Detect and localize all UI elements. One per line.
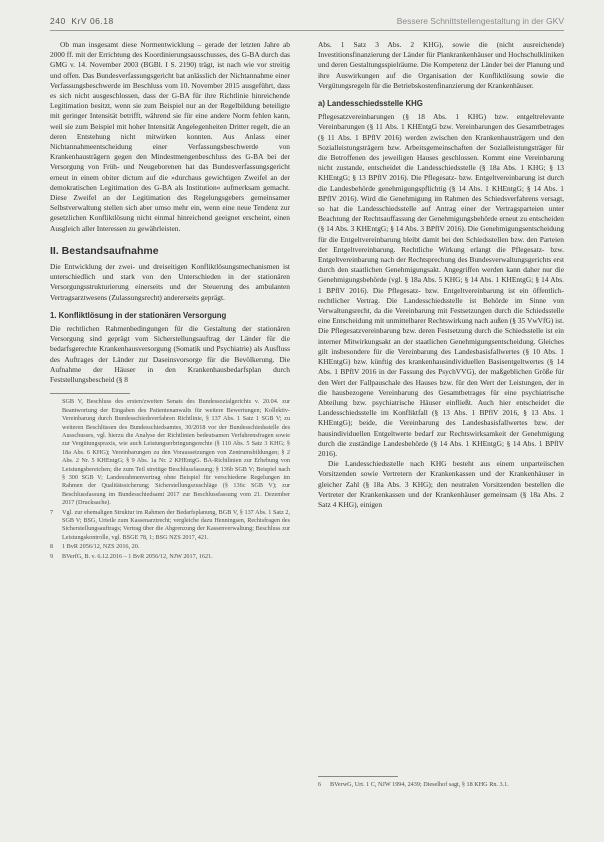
right-footnotes bbox=[318, 781, 564, 789]
footnote: 7 Vgl. zur ehemaligen Struktur im Rahmen der Bedarfsplanung, BGB V, § 137 Abs. 1 Satz 2, SGB V; BSG, Urteile zum Kassenarztrecht; vergleiche dazu Henningsen, Rechtsfragen des Sicherstellungsauftrags; Vertrag über die Abgrenzung der Kassenverwaltung; Beschluss zur Leistungskontrolle, vgl. BSGE 78, 1; BSG NZS 2017, 421. bbox=[50, 508, 290, 541]
left-footnotes bbox=[50, 398, 290, 561]
page-number: 240 bbox=[50, 16, 66, 26]
right-column bbox=[318, 40, 564, 510]
page-header bbox=[50, 16, 564, 30]
subsection-heading: 1. Konfliktlösung in der stationären Versorgung bbox=[50, 310, 227, 320]
left-intro-paragraph: Ob man insgesamt diese Normentwicklung – gerade der letzten Jahre ab 2000 ff. mit der Errichtung des Koordinierungsausschusses, des G-BA durch das GMG v. 14. November 2003 (BGBl. I S. 2190) trägt, ist nach wie vor streitig und offen. Das Bundesverfassungsgericht hat anlässlich der Nichtannahme einer Verfassungsbeschwerde im Beschluss vom 10. November 2015 ausgeführt, dass es sich nicht ausgeschlossen, dass der G-BA für ihre Richtlinie hinreichende Legitimation besitzt, wenn sie zum Beispiel nur an der Regelbildung beteiligte mit geringer Intensität betrifft, während sie für eine andere Norm fehlen kann, weil sie zum Beispiel mit hoher Intensität Angelegenheiten Dritter regelt, die an deren Entstehung nicht mitwirken konnten. Aus Anlass einer Nichtannahmeentscheidung einer Verfassungsbeschwerde von Krankenhausträgern gegen den Mindestmengenbeschluss des G-BA bei der Versorgung von Früh- und Neugeborenen hat das Bundesverfassungsgericht erneut in einem obiter dictum auf die »durchaus gewichtigen Zweifel an der demokratischen Legitimation des G-BA als Institution« aufmerksam gemacht. Diese Zweifel an der Legitimation des Regelungsgebers gemeinsamer Selbstverwaltung stellen sich aber umso mehr ein, wenn eine neue Tendenz zur gesetzlichen Konfliktlösung nicht einmal hinreichend geeignet erscheint, einen Ausgleich aller Interessen zu gewährleisten. bbox=[50, 40, 290, 233]
subsection-paragraph: Die rechtlichen Rahmenbedingungen für die Gestaltung der stationären Versorgung sind geprägt vom Sicherstellungsauftrag der Länder für die bedarfsgerechte Krankenhausversorgung (Somatik und Psychiatrie) als Ausfluss des Auftrages der Länder zur Daseinsvorsorge für die Bevölkerung. Die Aufnahme der Häuser in den Krankenhausbedarfsplan durch Feststellungsbescheid (§ 8 bbox=[50, 324, 290, 385]
section-heading: II. Bestandsaufnahme bbox=[50, 244, 159, 257]
right-intro-paragraph: Abs. 1 Satz 3 Abs. 2 KHG), sowie die (nicht ausreichende) Investitionsfinanzierung der Länder für Plankrankenhäuser und Hochschulkliniken und deren Gestaltungsspielräume. Die Kompetenz der Länder bei der Planung und ihre Auswirkungen auf die Organisation der Konfliktlösung sowie die Vergütungsregeln für die Betriebskostenfinanzierung der Krankenhäuser. bbox=[318, 40, 564, 90]
right-paragraph-1: Pflegesatzvereinbarungen (§ 18 Abs. 1 KHG) bzw. entgeltrelevante Vereinbarungen (§ 11 Abs. 1 KHEntgG bzw. Vereinbarungen des Gesamtbetrages (§ 11 Abs. 1 BPflV 2016) werden zwischen den Krankenhausträgern und den Sozialleistungsträgern bzw. Arbeitsgemeinschaften der Sozialleistungsträger für die Betroffenen des jeweiligen Hauses geschlossen. Kommt eine Vereinbarung nicht zustande, entscheidet die Landesschiedsstelle (§ 18a Abs. 1 KHG; § 13 KHEntgG; § 13 BPflV 2016). Die Pflegesatz- bzw. Entgeltvereinbarung ist durch die Landesbehörde genehmigungspflichtig (§ 14 Abs. 1 KHEntgG; § 14 Abs. 1 BPflV 2016). Wird die Genehmigung im Rahmen des Schiedsverfahrens versagt, so hat die Landesschiedsstelle auf Antrag einer der Vertragsparteien unter Beachtung der Rechtsauffassung der Genehmigungsbehörde erneut zu entscheiden (§ 14 Abs. 3 KHEntgG; § 14 Abs. 3 BPflV 2016). Die Genehmigungsentscheidung für die Entgeltvereinbarung bleibt damit bei den Schiedsstellen bzw. den Parteien der Entgeltvereinbarung. Rechtliche Wirkung erlangt die Pflegesatz- bzw. Entgeltvereinbarung nach der Rechtsprechung des Bundesverwaltungsgerichts erst durch den staatlichen Genehmigungsakt. Angegriffen werden kann daher nur die Genehmigungsbehörde (vgl. § 18a Abs. 5 KHG; § 14 Abs. 1 KHEntgG; § 14 Abs. 1 BPflV 2016). Die Pflegesatz- bzw. Entgeltvereinbarung ist ein öffentlich-rechtlicher Vertrag. Die Landesschiedsstelle ist Behörde im Sinne von Verwaltungsrecht, da die Vereinbarung mit Festsetzungen durch die Schiedsstelle eine Entscheidung mit unmittelbarer Rechtswirkung nach außen (§ 35 VwVfG) ist. Die Pflegesatzvereinbarung bzw. deren Festsetzung durch die Schiedsstelle ist ein interner Mitwirkungsakt an der staatlichen Genehmigungsentscheidung. Gleiches gilt insbesondere für die Vereinbarung des Landesbasisfallwertes (§ 10 Abs. 1 KHEntgG) bzw. künftig des krankenhausindividuellen Basisentgeltwertes (§ 14 Abs. 1 BPflV 2016 in der Fassung des PsychVVG), der maßgeblichen Größe für den Wert der Fallpauschale des Hauses bzw. für den Wert der Leistungen, der in die hausbezogene Vereinbarung des Gesamtbetrages für eine psychiatrische Abteilung bzw. psychiatrische Häuser einfließt. Auch hier entscheidet die Landesschiedsstelle im Konfliktfall (§ 13 Abs. 1 BPflV 2016, § 13 Abs. 1 KHEntgG); beide, die Vereinbarung des Landesbasisfallwertes bzw. der hausindividuellen Entgeltwerte bedarf zur Rechtswirksamkeit der Genehmigung durch die zuständige Landesbehörde (§ 14 Abs. 1 KHEntgG; § 14 Abs. 1 BPflV 2016). bbox=[318, 112, 564, 458]
header-rule bbox=[50, 30, 564, 31]
footnote: 9 BVerfG, B. v. 6.12.2016 – 1 BvR 2056/12, NJW 2017, 1621. bbox=[50, 552, 213, 560]
running-title: Bessere Schnittstellengestaltung in der GKV bbox=[396, 16, 564, 26]
right-footnotes-block bbox=[318, 776, 564, 790]
left-column bbox=[50, 40, 290, 562]
section-paragraph: Die Entwicklung der zwei- und dreiseitigen Konfliktlösungsmechanismen ist unterschiedlich und stark von den Unterschieden in der stationären Versorgungsstrukturierung einerseits und der Steuerung des ambulanten Vertragsarztwesens (Zulassungsrecht) andererseits geprägt. bbox=[50, 262, 290, 302]
page-number-and-journal bbox=[50, 16, 114, 26]
right-subheading: a) Landesschiedsstelle KHG bbox=[318, 99, 423, 109]
footnote: 6 BVerwG, Urt. 1 C, NJW 1994, 2439; Dieselhof sagt, § 18 KHG Rn. 3.1. bbox=[318, 781, 509, 788]
footnote-rule bbox=[50, 393, 130, 394]
right-paragraph-2: Die Landesschiedsstelle nach KHG besteht aus einem unparteiischen Vorsitzenden sowie Vertretern der Krankenkassen und der Krankenhäuser in gleicher Zahl (§ 18a Abs. 3 KHG); den neutralen Vorsitzenden bestellen die Vertreter der Krankenkassen und der Krankenhäuser gemeinsam (§ 18a Abs. 2 Satz 4 KHG), einigen bbox=[318, 459, 564, 509]
footnote: 8 1 BvR 2056/12, NZS 2016, 20. bbox=[50, 543, 140, 551]
footnote-rule bbox=[318, 776, 398, 777]
footnote: SGB V, Beschluss des ersten/zweiten Senats des Bundessozialgerichts v. 20.04. zur Beantwortung der Eingaben des Patientenanwalts für weitere Bewertungen; Kollektiv-Vereinbarung durch Bundesschiedsverfahren Richtlinie, § 137 Abs. 1 Satz 1 SGB V; zu weiteren Beschlüssen des Bundesschiedsamtes, 30/2018 vor der Bundesschiedsstelle des Ausschusses, vgl. hierzu die Analyse der Richtlinien bedeutsamen Verfahrensfragen sowie zur Vergütungspraxis, wie auch Leistungserbringungsrechte (§ 110 Abs. 5 Satz 3 KHG; § 18a Abs. 6 KHG); Vereinbarungen zu den Voraussetzungen von Zentrumsbildungen; § 2 Abs. 2 Nr. 5 KHEntgG; § 9 Abs. 1a Nr. 2 KHEntgG. BA-Richtlinien zur Erhebung von Leistungsbereichen; die zum Teil streitige Beschlussfassung; § 136b SGB V; Beispiel nach § 300 SGB V; Landesrahmenvertrag ohne Beispiel für verschiedene Regelungen im Rahmen der Qualitätssicherung; Sicherstellungszuschläge (§ 136c SGB V); zur Beschlussfassung im Bundesschiedsamt 2017 zur Beschlussfassung vom 21. Dezember 2017 (Drucksache). bbox=[62, 398, 290, 507]
journal-issue: KrV 06.18 bbox=[71, 16, 114, 26]
